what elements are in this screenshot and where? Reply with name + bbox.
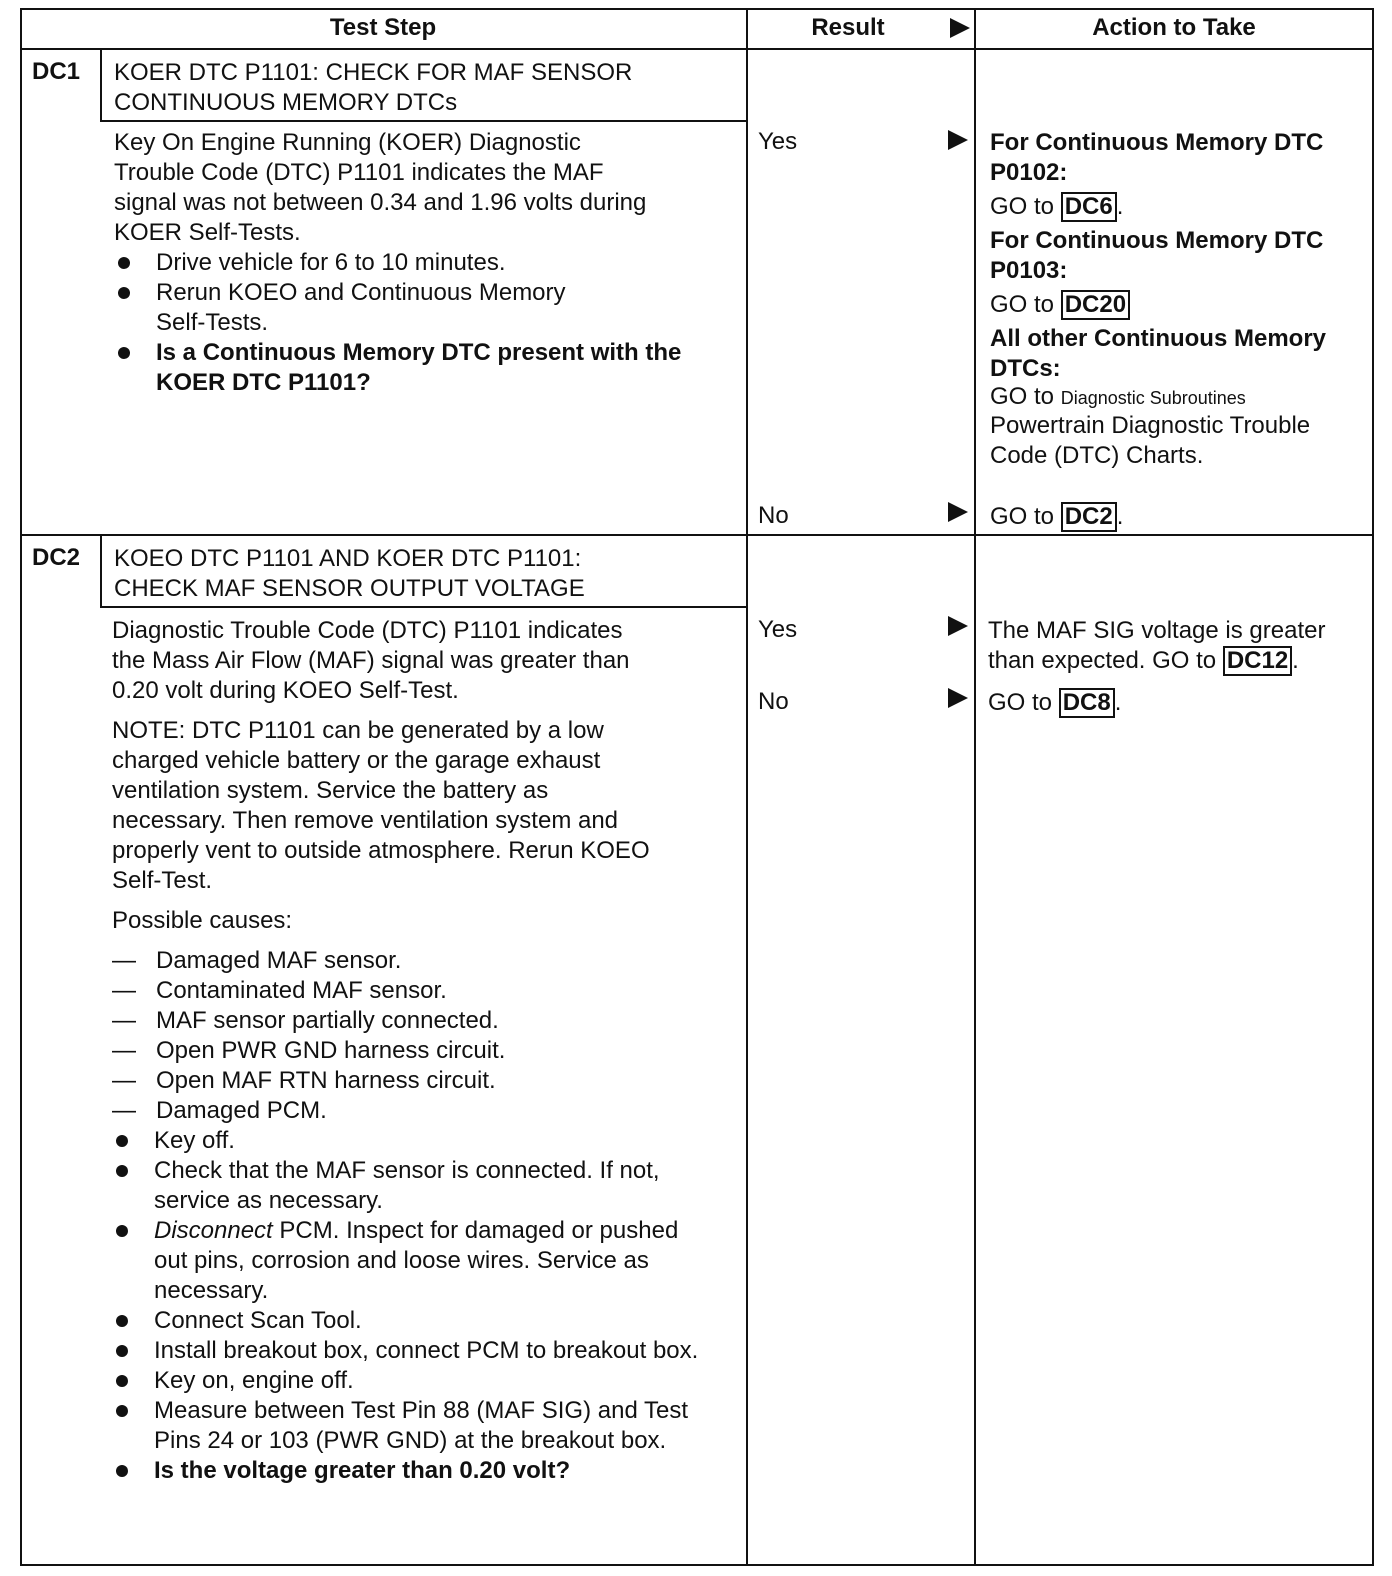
step-item-question: Is the voltage greater than 0.20 volt? — [112, 1456, 736, 1486]
goto-text: GO to — [990, 383, 1055, 410]
goto-text: GO to — [990, 503, 1055, 530]
dc1-id-divider — [100, 48, 102, 122]
dc2-no-arrow-icon — [948, 688, 968, 708]
ref-dc8-link[interactable]: DC8 — [1059, 688, 1115, 718]
dc2-result-yes: Yes — [758, 616, 798, 643]
dc2-note-line: charged vehicle battery or the garage exhaust — [112, 747, 601, 774]
dc1-result-no: No — [758, 502, 789, 529]
dc2-title — [114, 544, 585, 604]
dc2-intro-line: 0.20 volt during KOEO Self-Test. — [112, 677, 459, 704]
dc1-yes-arrow-icon — [948, 130, 968, 150]
header-test-step: Test Step — [329, 14, 437, 41]
dc2-steps-list — [112, 1126, 736, 1486]
dc2-action-yes — [988, 616, 1368, 676]
goto-text: GO to — [990, 193, 1055, 220]
dc1-bullet-question: Is a Continuous Memory DTC present with the KOER DTC P1101? — [114, 338, 716, 398]
dc1-title-line2: CONTINUOUS MEMORY DTCs — [114, 89, 458, 116]
period: . — [1292, 647, 1299, 674]
header-arrow-icon — [950, 18, 970, 38]
dc1-action-charts: Powertrain Diagnostic Trouble Code (DTC) Charts. — [990, 412, 1311, 469]
dc1-title-rule — [100, 120, 748, 122]
dc1-body-line: Key On Engine Running (KOER) Diagnostic — [114, 129, 581, 156]
step-item: Key on, engine off. — [112, 1366, 736, 1396]
cause-item: — Damaged PCM. — [112, 1096, 736, 1126]
step-item: Install breakout box, connect PCM to breakout box. — [112, 1336, 714, 1366]
dc1-action-yes — [990, 128, 1366, 471]
header-rule — [20, 48, 1372, 50]
dc1-action-heading-p0102: For Continuous Memory DTC P0102: — [990, 129, 1324, 186]
dc2-yes-arrow-icon — [948, 616, 968, 636]
dc1-body — [114, 128, 734, 398]
dc2-id-divider — [100, 534, 102, 608]
column-divider-result — [746, 8, 748, 1564]
dc2-note-line: Self-Test. — [112, 867, 213, 894]
dc2-body — [112, 616, 736, 1486]
dc1-action-goto-dc6 — [990, 192, 1366, 222]
dc1-action-goto-dc20 — [990, 290, 1366, 320]
dc1-action-heading-p0103: For Continuous Memory DTC P0103: — [990, 227, 1324, 284]
dc1-bullet: Rerun KOEO and Continuous Memory Self-Tests. — [114, 278, 596, 338]
dc2-note-line: NOTE: DTC P1101 can be generated by a low — [112, 717, 604, 744]
ref-dc2-link[interactable]: DC2 — [1061, 502, 1117, 532]
step-item: Key off. — [112, 1126, 736, 1156]
dc1-action-heading-other: All other Continuous Memory DTCs: — [990, 325, 1326, 382]
dc1-title — [114, 58, 632, 118]
dc2-intro-line: Diagnostic Trouble Code (DTC) P1101 indicates — [112, 617, 623, 644]
dc1-no-arrow-icon — [948, 502, 968, 522]
cause-item: — MAF sensor partially connected. — [112, 1006, 736, 1036]
ref-dc12-link[interactable]: DC12 — [1223, 646, 1292, 676]
period: . — [1116, 193, 1124, 220]
period: . — [1114, 689, 1122, 716]
cause-item: — Open MAF RTN harness circuit. — [112, 1066, 736, 1096]
diagnostic-table — [20, 8, 1372, 1564]
dc1-step-id: DC1 — [32, 58, 81, 85]
dc1-action-no — [990, 502, 1123, 532]
dc2-note-line: ventilation system. Service the battery as — [112, 777, 549, 804]
dc1-bullet: Drive vehicle for 6 to 10 minutes. — [114, 248, 734, 278]
dc2-title-line2: CHECK MAF SENSOR OUTPUT VOLTAGE — [114, 575, 585, 602]
step-item: Measure between Test Pin 88 (MAF SIG) and Test Pins 24 or 103 (PWR GND) at the breakout box. — [112, 1396, 694, 1456]
column-divider-action — [974, 8, 976, 1564]
header-action: Action to Take — [1092, 14, 1256, 41]
cause-item: — Open PWR GND harness circuit. — [112, 1036, 736, 1066]
cause-item: — Damaged MAF sensor. — [112, 946, 736, 976]
dc1-body-line: signal was not between 0.34 and 1.96 volts during — [114, 189, 647, 216]
dc2-yes-text: The MAF SIG voltage is greater than expected. GO to — [988, 617, 1326, 674]
dc1-body-line: KOER Self-Tests. — [114, 219, 301, 246]
dc1-bullet-list — [114, 248, 734, 398]
ref-dc6-link[interactable]: DC6 — [1061, 192, 1117, 222]
period: . — [1116, 503, 1124, 530]
ref-dc20-link[interactable]: DC20 — [1061, 290, 1130, 320]
dc2-title-rule — [100, 606, 748, 608]
dc1-body-line: Trouble Code (DTC) P1101 indicates the MAF — [114, 159, 604, 186]
dc2-action-no — [988, 688, 1121, 718]
cause-item: — Contaminated MAF sensor. — [112, 976, 736, 1006]
goto-text: GO to — [990, 291, 1055, 318]
dc1-result-yes: Yes — [758, 128, 798, 155]
header-result: Result — [811, 14, 885, 41]
dc2-result-no: No — [758, 688, 789, 715]
disconnect-rest: PCM. Inspect for damaged or pushed out pins, corrosion and loose wires. Service as necessary. — [154, 1217, 679, 1304]
dc2-causes-label: Possible causes: — [112, 907, 293, 934]
dc2-note-line: properly vent to outside atmosphere. Rerun KOEO — [112, 837, 650, 864]
dc2-causes-list — [112, 946, 736, 1126]
goto-text: GO to — [988, 689, 1053, 716]
step-item: Check that the MAF sensor is connected. If not, service as necessary. — [112, 1156, 674, 1216]
subroutines-link[interactable]: Diagnostic Subroutines — [1060, 388, 1246, 408]
step-item: Connect Scan Tool. — [112, 1306, 736, 1336]
step-item-disconnect — [112, 1216, 684, 1306]
dc1-action-goto-subroutines — [990, 384, 1366, 411]
dc2-title-line1: KOEO DTC P1101 AND KOER DTC P1101: — [114, 545, 582, 572]
dc2-intro-line: the Mass Air Flow (MAF) signal was greater than — [112, 647, 630, 674]
dc2-step-id: DC2 — [32, 544, 81, 571]
dc1-title-line1: KOER DTC P1101: CHECK FOR MAF SENSOR — [114, 59, 633, 86]
dc2-note-line: necessary. Then remove ventilation system and — [112, 807, 619, 834]
dc1-dc2-separator — [20, 534, 1372, 536]
disconnect-italic: Disconnect — [154, 1217, 273, 1244]
